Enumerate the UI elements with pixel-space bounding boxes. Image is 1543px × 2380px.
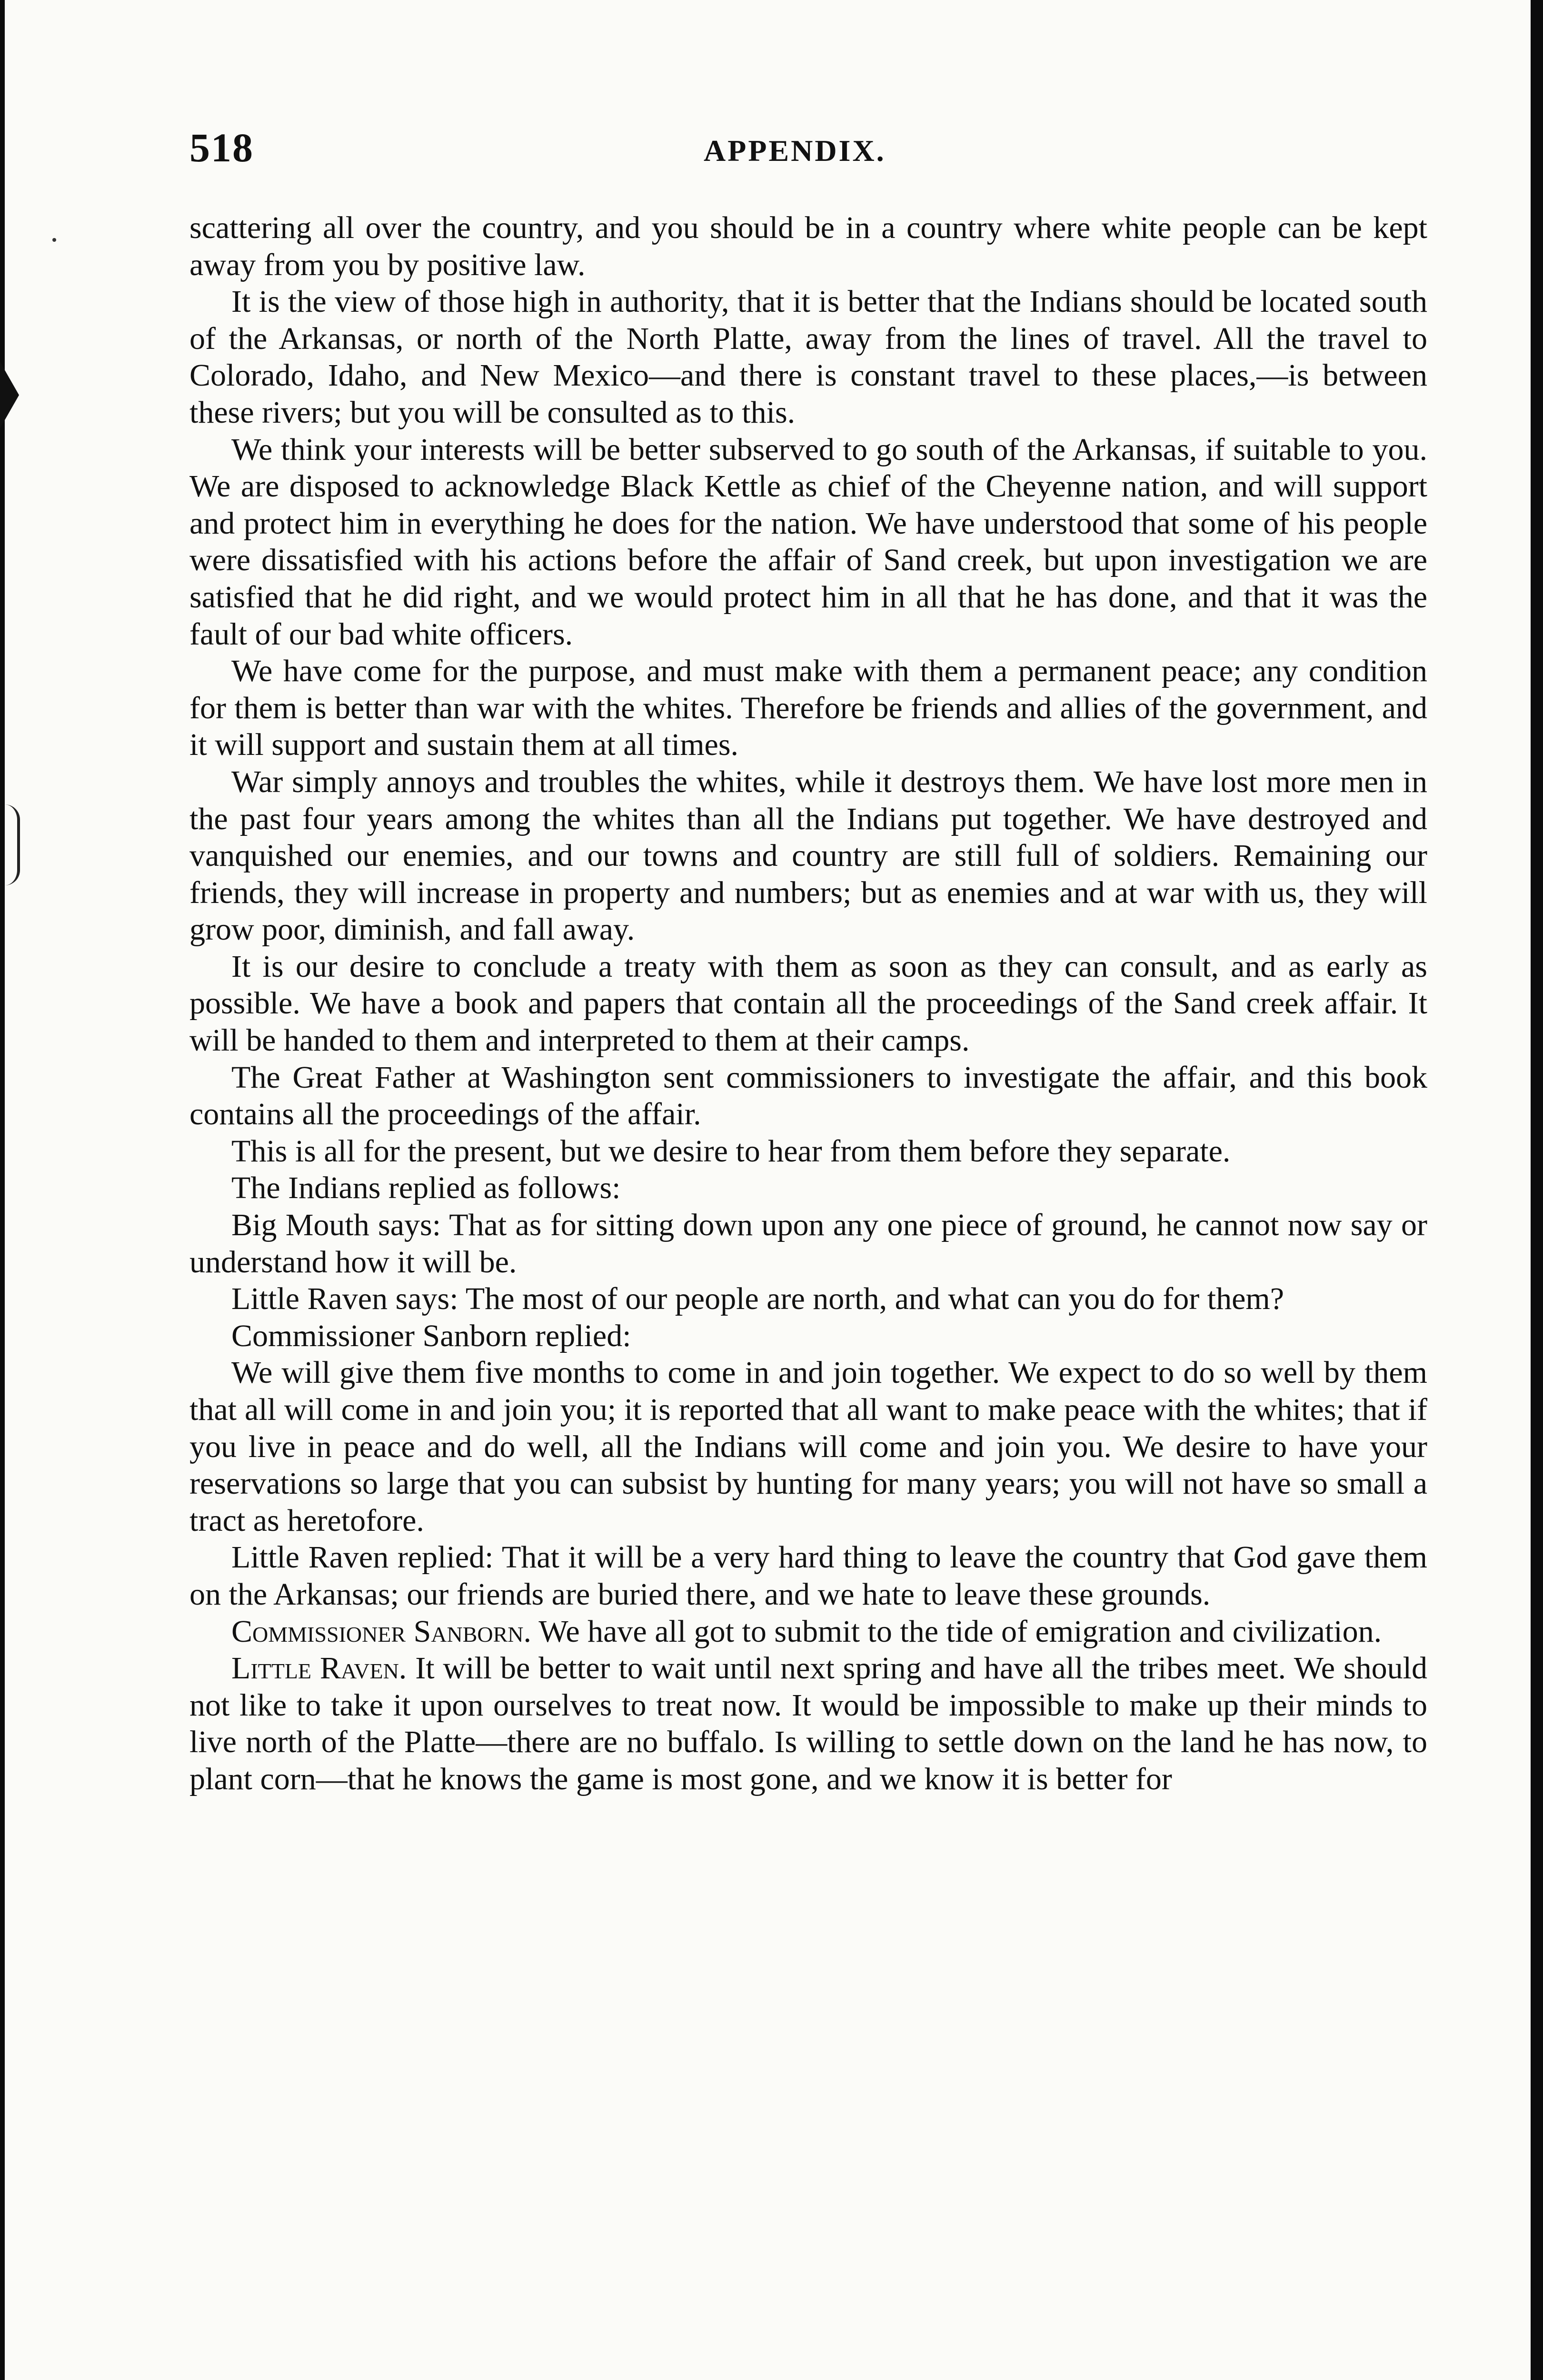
paragraph	[189, 948, 1427, 1059]
paragraph-text: The Great Father at Washington sent commissioners to investigate the affair, and this book contains all the proceedings of the affair.	[189, 1060, 1427, 1132]
binding-mark	[5, 804, 20, 885]
paragraph	[189, 653, 1427, 764]
paragraph	[189, 283, 1427, 431]
paragraph	[189, 1207, 1427, 1280]
page-number: 518	[189, 125, 254, 170]
paragraph-text: Big Mouth says: That as for sitting down upon any one piece of ground, he cannot now say or understand how it will be.	[189, 1208, 1427, 1279]
paragraph-text: Little Raven says: The most of our people are north, and what can you do for them?	[231, 1281, 1284, 1317]
paragraph	[189, 431, 1427, 653]
paragraph	[189, 764, 1427, 948]
paragraph	[189, 1318, 1427, 1355]
paragraph	[189, 1650, 1427, 1797]
paragraph	[189, 1170, 1427, 1207]
paragraph	[189, 1059, 1427, 1133]
paragraph-text: We have come for the purpose, and must make with them a permanent peace; any condition for them is better than war with the whites. Therefore be friends and allies of the government, and it will support and sustain them at all times.	[189, 654, 1427, 763]
binding-mark	[0, 362, 19, 428]
speaker-name: Commissioner Sanborn.	[231, 1614, 532, 1649]
paragraph-text: We have all got to submit to the tide of emigration and civilization.	[531, 1614, 1382, 1649]
paragraph	[189, 1133, 1427, 1170]
scan-edge-left	[0, 0, 5, 2380]
speaker-name: Little Raven.	[231, 1651, 407, 1686]
paragraph	[189, 1613, 1427, 1650]
paragraph	[189, 1354, 1427, 1539]
paragraph-text: It is the view of those high in authority, that it is better that the Indians should be located south of the Arkansas, or north of the North Platte, away from the lines of travel. All the travel to Colorado, Idaho, and New Mexico—and there is constant travel to these places,—is between these rivers; but you will be consulted as to this.	[189, 284, 1427, 430]
scan-edge-right	[1531, 0, 1543, 2380]
paragraph-text: This is all for the present, but we desire to hear from them before they separate.	[231, 1133, 1231, 1169]
paragraph-text: It will be better to wait until next spring and have all the tribes meet. We should not like to take it upon ourselves to treat now. It would be impossible to make up their minds to live north of the Platte—there are no buffalo. Is willing to settle down on the land he has now, to plant corn—that he knows the game is most gone, and we know it is better for	[189, 1651, 1427, 1796]
paragraph-text: We think your interests will be better subserved to go south of the Arkansas, if suitable to you. We are disposed to acknowledge Black Kettle as chief of the Cheyenne nation, and will support and protect him in everything he does for the nation. We have understood that some of his people were dissatisfied with his actions before the affair of Sand creek, but upon investigation we are satisfied that he did right, and we would protect him in all that he has done, and that it was the fault of our bad white officers.	[189, 432, 1427, 652]
body-text	[189, 209, 1427, 1798]
paragraph	[189, 209, 1427, 283]
paragraph-text: Commissioner Sanborn replied:	[231, 1318, 631, 1353]
paragraph-text: We will give them five months to come in and join together. We expect to do so well by them that all will come in and join you; it is reported that all want to make peace with the whites; that if you live in peace and do well, all the Indians will come and join you. We desire to have your reservations so large that you can subsist by hunting for many years; you will not have so small a tract as heretofore.	[189, 1355, 1427, 1538]
paragraph-text: It is our desire to conclude a treaty with them as soon as they can consult, and as early as possible. We have a book and papers that contain all the proceedings of the Sand creek affair. It will be handed to them and interpreted to them at their camps.	[189, 949, 1427, 1058]
paragraph-text: scattering all over the country, and you should be in a country where white people can be kept away from you by positive law.	[189, 210, 1427, 282]
paragraph	[189, 1539, 1427, 1613]
paragraph-text: Little Raven replied: That it will be a very hard thing to leave the country that God gave them on the Arkansas; our friends are buried there, and we hate to leave these grounds.	[189, 1540, 1427, 1612]
running-head: APPENDIX.	[704, 134, 886, 168]
paragraph-text: War simply annoys and troubles the whites, while it destroys them. We have lost more men in the past four years among the whites than all the Indians put together. We have destroyed and vanquished our enemies, and our towns and country are still full of soldiers. Remaining our friends, they will increase in property and numbers; but as enemies and at war with us, they will grow poor, diminish, and fall away.	[189, 764, 1427, 947]
page-header	[189, 124, 1427, 171]
scan-speck	[52, 238, 56, 242]
paragraph-text: The Indians replied as follows:	[231, 1170, 621, 1206]
paragraph	[189, 1280, 1427, 1318]
